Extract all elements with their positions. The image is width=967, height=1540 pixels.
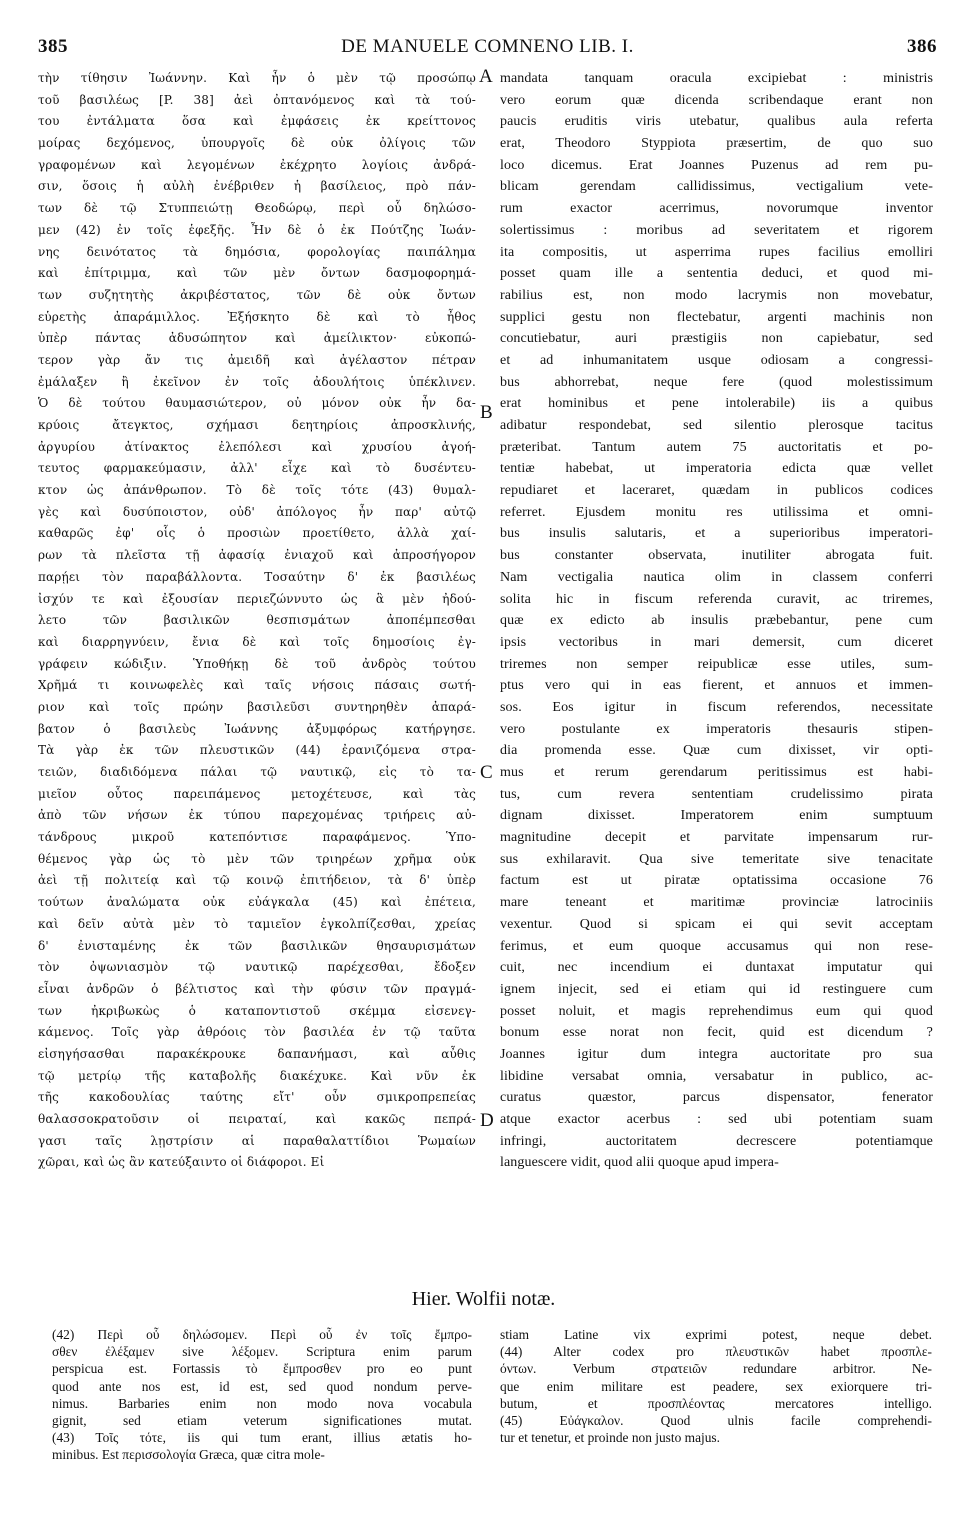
- greek-text-line: ὑπὲρ πάντας ἀδυσώπητον καὶ ἀμείλικτον· εὐκοπώ-: [38, 331, 476, 346]
- latin-text-line: libidine versabat omnia, versabatur in publico, ac-: [500, 1068, 933, 1084]
- greek-text-line: ἀεὶ τῇ πολιτείᾳ καὶ τῷ κοινῷ ἐπιτήδειον, τὰ δ' ὑπὲρ: [38, 873, 476, 888]
- greek-text-line: τὸν ὀψωνιασμὸν τῷ ναυτικῷ παρέχεσθαι, ἔδοξεν: [38, 960, 476, 975]
- greek-text-line: καθαρῶς ἐφ' οἷς ὁ προσιὼν προετίθετο, ἀλλὰ χαί-: [38, 526, 476, 541]
- latin-text-line: Joannes igitur dum integra auctoritate pro sua: [500, 1046, 933, 1062]
- greek-text-line: των δὲ τῷ Στυππειώτῃ Θεοδώρῳ, περὶ οὗ δηλώσο-: [38, 201, 476, 216]
- greek-text-line: γασι ταῖς λῃστρίσιν αἱ παραθαλαττίδιοι Ῥωμαίων: [38, 1133, 476, 1148]
- note-line: (43) Τοῖς τότε, iis qui tum erant, illius ætatis ho-: [52, 1430, 472, 1446]
- greek-text-line: βατον ὁ βασιλεὺς Ἰωάννης ἀξυμφόρως κατήργησε.: [38, 721, 476, 736]
- note-line: nimus. Barbaries enim non modo nova vocabula: [52, 1395, 472, 1411]
- greek-text-line: δ' ἐνισταμένης ἐκ τῶν βασιλικῶν θησαυρισμάτων: [38, 938, 476, 953]
- note-line: butum, et προσπλέοντας mercatores intelligo.: [500, 1395, 932, 1411]
- notes-left-column: [52, 1326, 472, 1464]
- notes-heading: Hier. Wolfii notæ.: [411, 1288, 556, 1310]
- greek-text-line: τειῶν, διαδιδόμενα πάλαι τῷ ναυτικῷ, εἰς τὸ τα-: [38, 765, 476, 779]
- greek-text-line: μοίρας δεχόμενος, ὑπουργοῖς δὲ οὐκ ὀλίγοις τῶν: [38, 136, 476, 151]
- note-line: (45) Εὐάγκαλον. Quod ulnis facile comprehendi-: [500, 1412, 932, 1428]
- greek-text-line: κρύοις ἄτεγκτος, σχήμασι δεητηρίοις ἀπροσκλινής,: [38, 418, 476, 432]
- latin-text-line: vexentur. Quod si spicam ei qui sevit acceptam: [500, 916, 933, 932]
- page-number-left: 385: [38, 36, 68, 57]
- latin-text-line: rum exactor acerrimus, novorumque inventor: [500, 201, 933, 217]
- notes-right-column: [500, 1326, 932, 1446]
- greek-text-line: κτον ὡς ἀπάνθρωπον. Τὸ δὲ τοῖς τότε (43) θυμαλ-: [38, 483, 476, 498]
- latin-text-line: paucis eruditis viris utebatur, qualibus aula referta: [500, 114, 933, 130]
- greek-text-line: εἶναι ἀνδρῶν ὁ βέλτιστος καὶ τὴν φύσιν τῶν πραγμά-: [38, 981, 476, 996]
- latin-text-line: Nam vectigalia nautica olim in classem conferri: [500, 569, 933, 585]
- greek-text-column: [38, 68, 476, 1174]
- greek-text-line: τὴν τίθησιν Ἰωάννην. Καὶ ἦν ὁ μὲν τῷ προσώπῳ: [38, 71, 476, 85]
- note-line: minibus. Est περισσολογία Græca, quæ citra mole-: [52, 1447, 325, 1463]
- latin-text-line: sos. Eos igitur in fiscum referendos, necessitate: [500, 699, 933, 715]
- greek-text-line: μεν (42) ἐν τοῖς ἑφεξῆς. Ἦν δὲ ὁ ἐκ Πούτζης Ἰωάν-: [38, 222, 476, 237]
- note-line: quod ante nos est, id est, sed quod nondum perve-: [52, 1378, 472, 1394]
- page-header: [38, 36, 937, 60]
- greek-text-line: ριον καὶ τοῖς πρώην βασιλεῦσι συντηρηθὲν ἀπαρά-: [38, 699, 476, 714]
- margin-letter-c: C: [480, 762, 493, 783]
- latin-text-line: magnitudine decepit et parvitate impensarum rur-: [500, 830, 933, 846]
- greek-text-line: ρων τὰ πλεῖστα τῇ ἀφασίᾳ ἐνιαχοῦ καὶ ἀπροσήγορον: [38, 548, 476, 563]
- margin-letter-a: A: [479, 66, 493, 87]
- latin-text-line: ignem injecit, sed ei etiam qui id restinguere cum: [500, 981, 933, 997]
- greek-text-line: εὑρετὴς ἀπαράμιλλος. Ἐξήσκητο δὲ καὶ τὸ ἦθος: [38, 309, 476, 324]
- latin-text-line: triremes non semper reipublicæ esse utiles, sum-: [500, 656, 933, 672]
- latin-text-line: erat hominibus et pene intolerabile) iis a quibus: [500, 396, 933, 412]
- greek-text-line: ἰσχύν τε καὶ ἐξουσίαν περιεζώννυτο ὡς ἃ μὲν ἠδού-: [38, 591, 476, 606]
- latin-text-line: tentiæ habebat, ut imperatoria edicta quæ vellet: [500, 461, 933, 477]
- greek-text-line: τῷ μετρίῳ τῆς καταβολῆς διακέχυκε. Καὶ νῦν ἐκ: [38, 1068, 476, 1083]
- page-number-right: 386: [907, 36, 937, 57]
- greek-text-line: ἐμάλαξεν ἢ ἐκεῖνον ἐν τοῖς ἀδουλήτοις ὑπέκλινεν.: [38, 374, 476, 389]
- margin-letter-d: D: [480, 1110, 494, 1131]
- note-line: σθεν ἐλέξαμεν sive λέξομεν. Scriptura enim parum: [52, 1344, 472, 1360]
- latin-text-line: concutiebatur, auri præstigiis non capiebatur, sed: [500, 331, 933, 347]
- greek-text-line: του ἐντάλματα ὅσα καὶ ἐμφάσεις ἐκ κρείττονος: [38, 114, 476, 129]
- latin-text-line: loco dicemus. Erat Joannes Puzenus ad rem pu-: [500, 157, 933, 173]
- greek-text-line: σιν, ὅσοις ἡ αὐλὴ ἐνέβριθεν ἡ βασίλειος, πρὸ πάν-: [38, 179, 476, 194]
- note-line: όντων. Verbum στρατειῶν redundare arbitror. Ne-: [500, 1361, 932, 1377]
- latin-text-column: [500, 68, 933, 1174]
- greek-text-line: κάμενος. Τοῖς γὰρ ἀθρόοις τὸν βασιλέα ἐν τῷ ταῦτα: [38, 1025, 476, 1040]
- latin-text-line: solertissimus : moribus ad severitatem et rigorem: [500, 222, 933, 238]
- latin-text-line: atque exactor acerbus : sed ubi potentiam suam: [500, 1112, 933, 1127]
- greek-text-line: Τὰ γὰρ ἐκ τῶν πλευστικῶν (44) ἐρανιζόμενα στρα-: [38, 743, 476, 758]
- latin-text-line: curatus quæstor, parcus dispensator, fenerator: [500, 1090, 933, 1106]
- latin-text-line: erat, Theodoro Styppiota præsertim, de quo suo: [500, 136, 933, 152]
- latin-text-line: ipsis vectoribus in mari demersit, cum diceret: [500, 634, 933, 650]
- greek-text-line: τούτων ἀναλώματα οὐκ εὐάγκαλα (45) καὶ ἐπέτεια,: [38, 895, 476, 910]
- latin-text-line: blicam gerendam callidissimus, vectigalium vete-: [500, 179, 933, 195]
- latin-text-line: factum est ut piratæ optatissima occasione 76: [500, 873, 933, 889]
- greek-text-line: τευτος φαρμακεύμασιν, ἀλλ' εἶχε καὶ τὸ δυσέντευ-: [38, 461, 476, 476]
- latin-text-line: tus, cum revera sententiam crudelissimo pirata: [500, 786, 933, 802]
- latin-text-line: rabilius est, non modo lacrymis non movebatur,: [500, 287, 933, 303]
- latin-text-line: languescere vidit, quod alii quoque apud impera-: [500, 1155, 779, 1171]
- running-title: DE MANUELE COMNENO LIB. I.: [341, 36, 634, 57]
- greek-text-line: λετο τῶν βασιλικῶν θεσπισμάτων ἀποπέμπεσθαι: [38, 613, 476, 628]
- greek-text-line: γραφομένων καὶ λεγομένων ἐκέχρητο λογίοις ἀνδρά-: [38, 157, 476, 172]
- latin-text-line: bonum esse norat non fecit, quid est dicendum ?: [500, 1025, 933, 1041]
- greek-text-line: εἰσηγήσασθαι παρακέκρουκε δαπανήμασι, καὶ αὖθις: [38, 1046, 476, 1061]
- latin-text-line: solita hic in fiscum referenda curavit, ac triremes,: [500, 591, 933, 607]
- greek-text-line: καὶ διαρρηγνύειν, ἔνια δὲ καὶ τοῖς δημοσίοις ἐγ-: [38, 634, 476, 649]
- greek-text-line: θαλασσοκρατοῦσιν οἱ πειραταί, καὶ κακῶς πεπρά-: [38, 1112, 476, 1126]
- margin-letter-b: B: [480, 402, 493, 423]
- latin-text-line: præteribat. Tantum autem 75 auctoritatis et po-: [500, 439, 933, 455]
- greek-text-line: τῆς κακοδουλίας ταύτης εἴτ' οὖν σμικροπρεπείας: [38, 1090, 476, 1105]
- greek-text-line: καὶ ἐπίτριμμα, καὶ τῶν μὲν ὄντων δασμοφορημά-: [38, 266, 476, 281]
- greek-text-line: των ἠκριβωκὼς ὁ καταποντιστοῦ σκέμμα εἰσενεγ-: [38, 1003, 476, 1018]
- note-line: stiam Latine vix exprimi potest, neque debet.: [500, 1327, 932, 1342]
- latin-text-line: cuit, nec incendium ei duntaxat imputatur qui: [500, 960, 933, 976]
- latin-text-line: dia promenda esse. Quæ cum dixisset, vir opti-: [500, 743, 933, 759]
- latin-text-line: ita compositis, ut asperrima rupes facilius emolliri: [500, 244, 933, 260]
- greek-text-line: θέμενος γὰρ ὡς τὸ μὲν τῶν τριηρέων χρῆμα οὐκ: [38, 851, 476, 866]
- latin-text-line: bus constanter observata, inutiliter abrogata fuit.: [500, 548, 933, 564]
- latin-text-line: quæ ex edicto ab insulis præbebantur, pene cum: [500, 613, 933, 629]
- greek-text-line: χῶραι, καὶ ὡς ἂν κατεύξαιντο οἱ διάφοροι. Εἰ: [38, 1155, 325, 1170]
- latin-text-line: dignam dixisset. Imperatorem enim sumptuum: [500, 808, 933, 824]
- greek-text-line: τοῦ βασιλέως [P. 38] ἀεὶ ὀπτανόμενος καὶ τὰ τού-: [38, 92, 476, 107]
- greek-text-line: νης δεινότατος τὰ δημόσια, φορολογίας παιπάλημα: [38, 244, 476, 259]
- latin-text-line: referret. Ejusdem monitu res utilissima et omni-: [500, 504, 933, 520]
- note-line: (42) Περὶ οὗ δηλώσομεν. Περὶ οὗ ἐν τοῖς ἔμπρο-: [52, 1327, 472, 1342]
- latin-text-line: ferimus, et eum quoque accusamus qui non rese-: [500, 938, 933, 954]
- latin-text-line: vero eorum quæ dicenda scribendaque erant non: [500, 92, 933, 108]
- greek-text-line: παρῄει τὸν παραβάλλοντα. Τοσαύτην δ' ἐκ βασιλέως: [38, 569, 476, 584]
- greek-text-line: τάνδρους μικροῦ κατεπόντισε παραφάμενος. Ὑπο-: [38, 830, 476, 845]
- latin-text-line: supplici gestu non flectebatur, argenti machinis non: [500, 309, 933, 325]
- latin-text-line: posset quam ille a sententia deduci, et quod mi-: [500, 266, 933, 282]
- greek-text-line: μιεῖον οὗτος παρειπάμενος μετοχέτευσε, καὶ τὰς: [38, 786, 476, 801]
- latin-text-line: et ad inhumanitatem usque odiosam a congressi-: [500, 352, 933, 368]
- latin-text-line: mare teneant et maritimæ provinciæ latrociniis: [500, 895, 933, 911]
- latin-text-line: posset noluit, et magis reprehendimus eum qui quod: [500, 1003, 933, 1019]
- latin-text-line: ptus vero qui in eas fierent, et annuos et immen-: [500, 678, 933, 694]
- latin-text-line: sus exhilaravit. Qua sive temeritate sive tenacitate: [500, 851, 933, 867]
- greek-text-line: των συζητητὴς ἀκριβέστατος, τῶν δὲ οὐκ ὄντων: [38, 287, 476, 302]
- note-line: que enim militare est peadere, sex exiorquere tri-: [500, 1378, 932, 1394]
- note-line: gignit, sed etiam veterum significationes mutat.: [52, 1412, 472, 1428]
- greek-text-line: ἀπὸ τῶν νήσων ἐκ τύπου παρεχομένας τριήρεις αὐ-: [38, 808, 476, 823]
- greek-text-line: ἀργυρίου ἀτίνακτος ἐλεπόλεσι καὶ χρυσίου ἀγοή-: [38, 439, 476, 454]
- latin-text-line: bus insulis salutaris, et a superioribus imperatori-: [500, 526, 933, 542]
- latin-text-line: vero postulante ex imperatoris thesauris stipen-: [500, 721, 933, 737]
- note-line: (44) Alter codex pro πλευστικῶν habet προσπλε-: [500, 1344, 932, 1360]
- note-line: perspicua est. Fortassis τὸ ἔμπροσθεν pro eo punt: [52, 1361, 472, 1377]
- greek-text-line: καὶ δεῖν αὐτὰ μὲν τὸ ταμιεῖον ἐγκολπίζεσθαι, χρείας: [38, 916, 476, 931]
- latin-text-line: mus et rerum gerendarum peritissimus est habi-: [500, 765, 933, 780]
- latin-text-line: adibatur respondebat, sed silentio plerosque tacitus: [500, 418, 933, 433]
- greek-text-line: γράφειν κώδιξιν. Ὑποθήκῃ δὲ τοῦ ἀνδρὸς τούτου: [38, 656, 476, 671]
- greek-text-line: γὲς καὶ δυσύποιστον, οὐδ' ἀπόλογος ἦν παρ' αὐτῷ: [38, 504, 476, 519]
- greek-text-line: Ὁ δὲ τούτου θαυμασιώτερον, οὐ μόνον οὐκ ἦν δα-: [38, 396, 476, 411]
- latin-text-line: repudiaret et laceraret, quædam in publicos codices: [500, 483, 933, 499]
- latin-text-line: mandata tanquam oracula excipiebat : ministris: [500, 71, 933, 86]
- greek-text-line: τερον γὰρ ἄν τις ἀμειδῆ καὶ ἀγέλαστον πέτραν: [38, 352, 476, 367]
- latin-text-line: infringi, auctoritatem decrescere potentiamque: [500, 1133, 933, 1149]
- greek-text-line: Χρῆμά τι κοινωφελὲς καὶ ταῖς νήσοις πάσαις σωτή-: [38, 678, 476, 693]
- latin-text-line: bus abhorrebat, neque fere (quod molestissimum: [500, 374, 933, 390]
- note-line: tur et tenetur, et proinde non justo majus.: [500, 1430, 720, 1446]
